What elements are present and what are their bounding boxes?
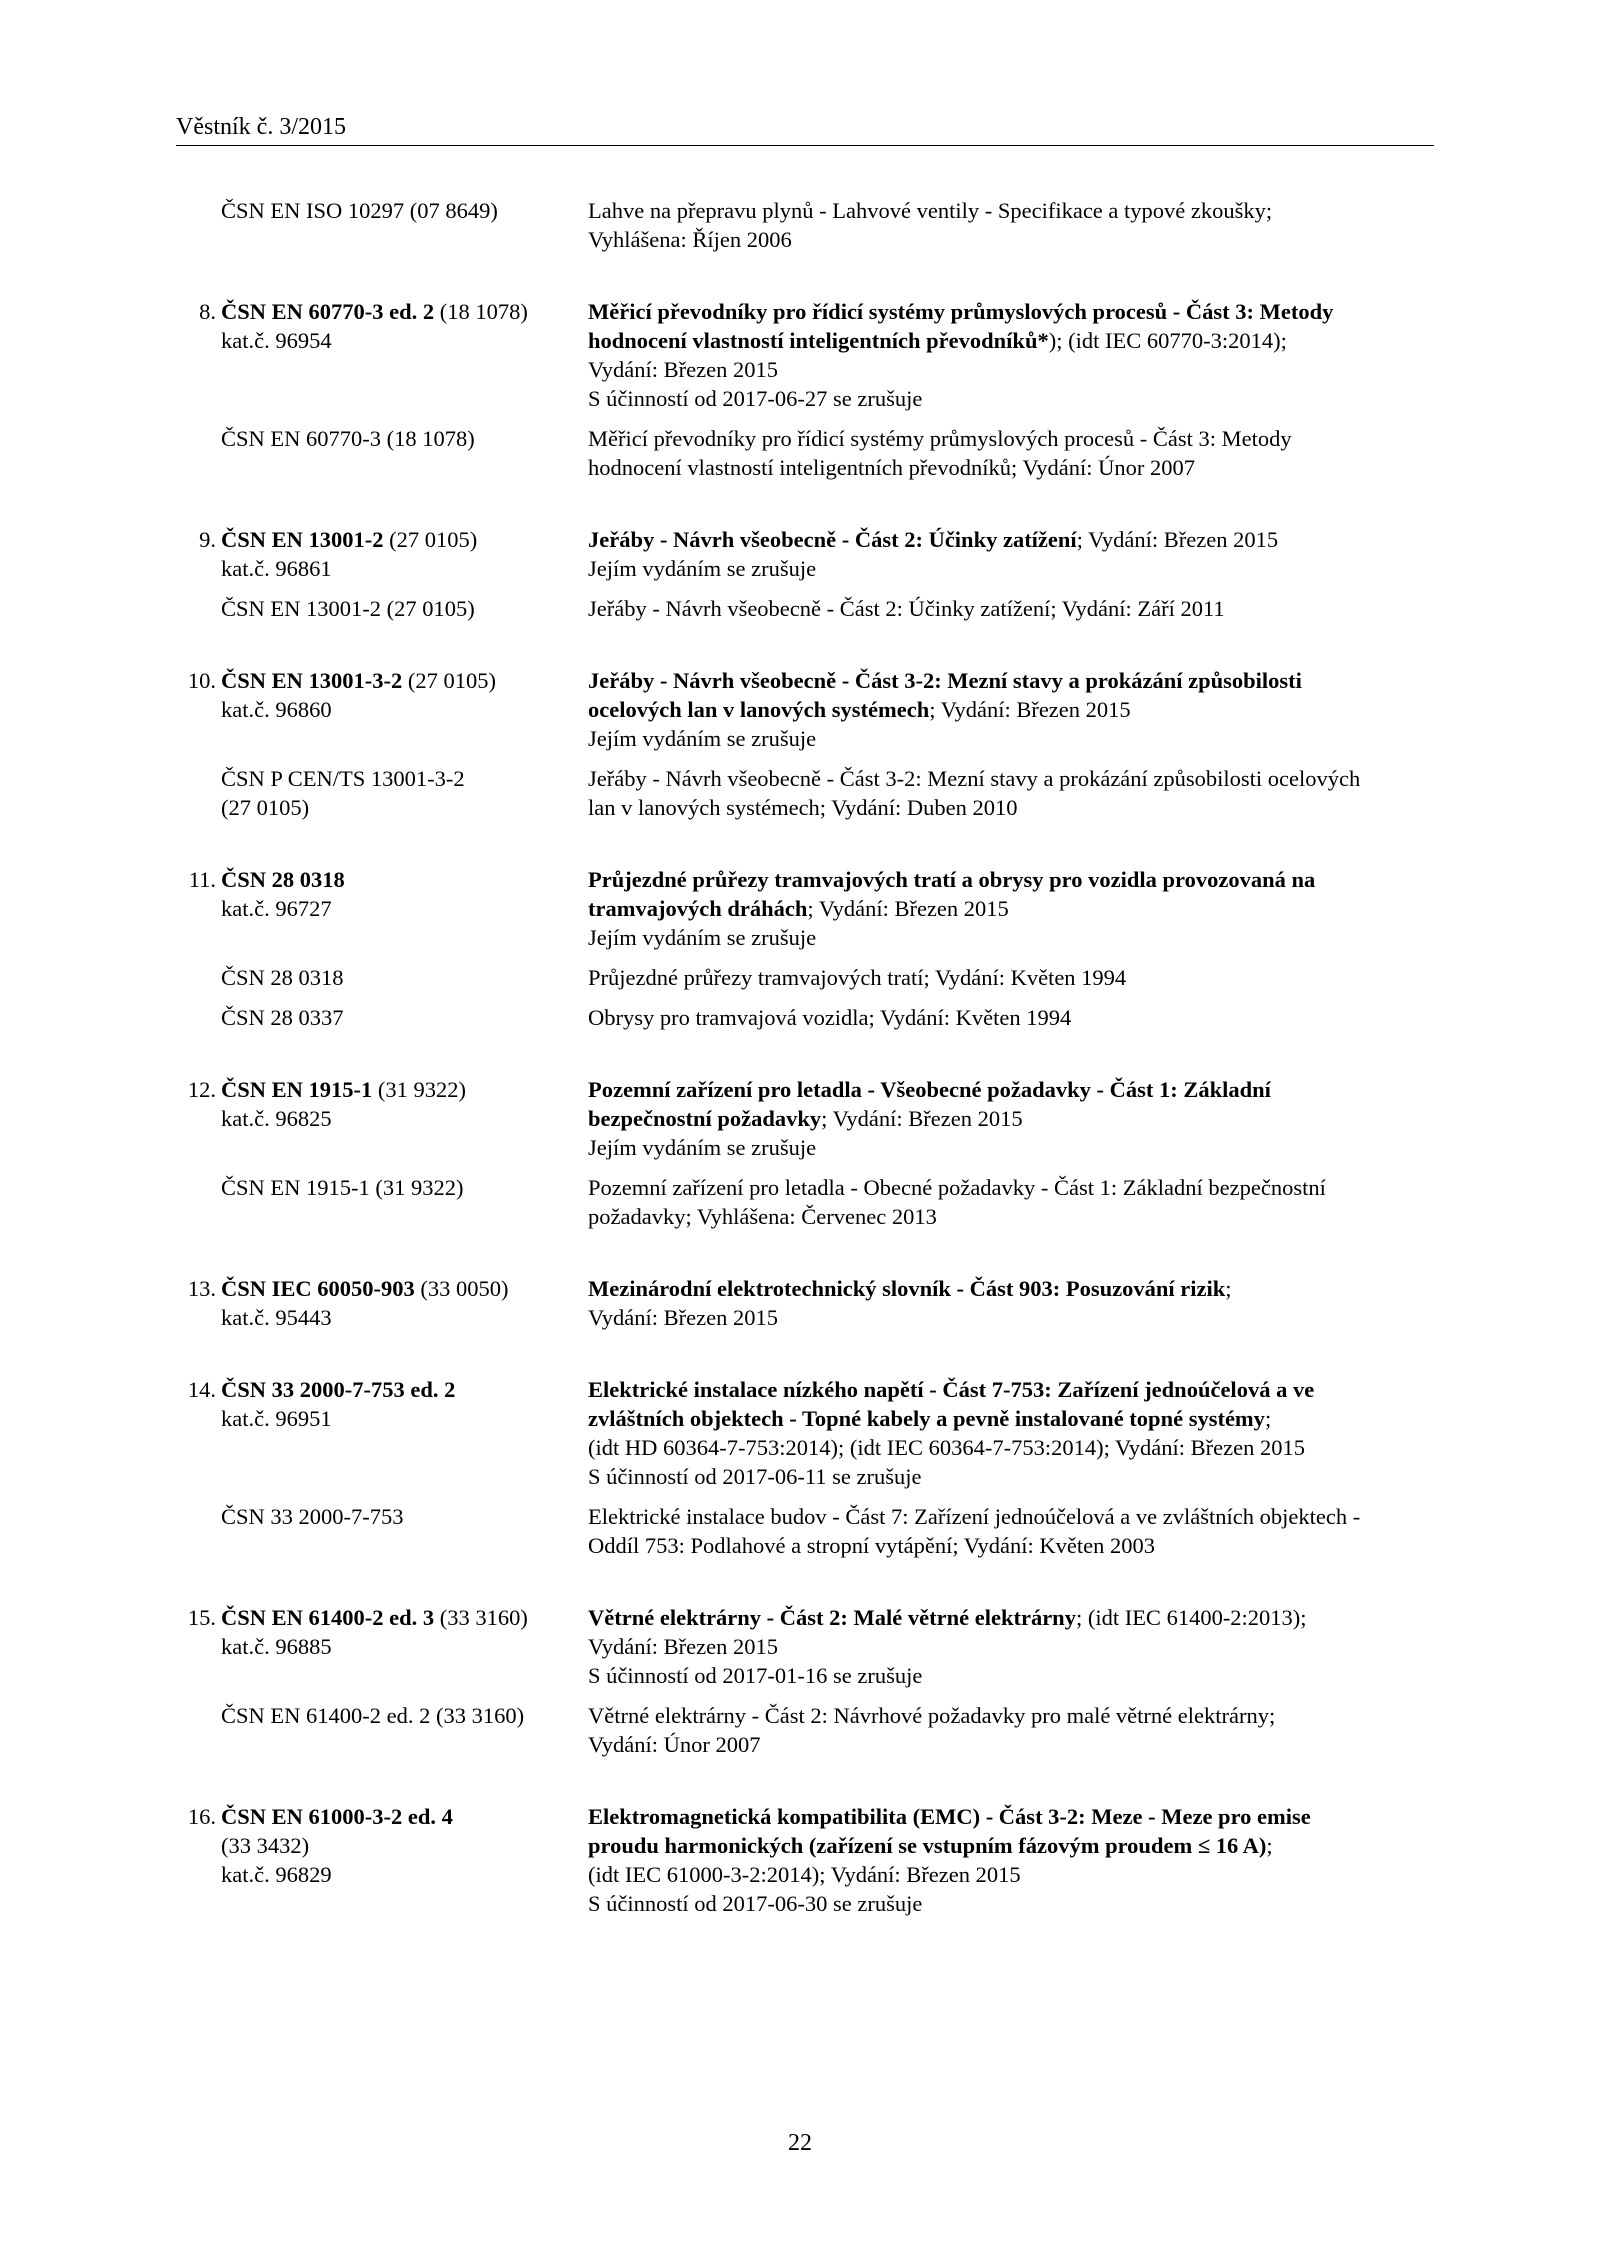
text-line [176,1802,588,1831]
entry-number: 14. [187,1377,216,1402]
new-standard-row [176,1274,1434,1332]
bold-text: tramvajových dráhách [588,896,808,921]
text-line [588,225,1434,254]
text-segment: (27 0105) [402,668,497,693]
text-segment: (33 3432) [221,1833,310,1858]
entry-number: 11. [188,867,216,892]
text-segment: požadavky; Vyhlášena: Červenec 2013 [588,1204,937,1229]
text-segment: Měřicí převodníky pro řídicí systémy průmyslových procesů - Část 3: Metody [588,426,1292,451]
text-segment: Vydání: Březen 2015 [588,1305,778,1330]
text-line [176,764,588,793]
text-line [176,424,588,453]
standard-title [588,1003,1434,1032]
standard-title [588,1375,1434,1491]
entry-number: 9. [199,527,216,552]
text-segment: ČSN EN ISO 10297 (07 8649) [221,198,498,223]
text-line [588,695,1434,724]
text-segment: kat.č. 96829 [221,1862,332,1887]
text-line [588,923,1434,952]
text-line [588,764,1434,793]
superseded-standard-row [176,594,1434,623]
text-segment: kat.č. 96951 [221,1406,332,1431]
text-line [588,1133,1434,1162]
standard-title [588,1603,1434,1690]
text-line [176,1303,588,1332]
standard-title [588,1075,1434,1162]
standard-entry [176,196,1434,254]
standard-entry [176,666,1434,822]
standard-title [588,963,1434,992]
standard-designation [176,525,588,583]
text-segment: Oddíl 753: Podlahové a stropní vytápění; Vydání: Květen 2003 [588,1533,1156,1558]
text-line [176,1375,588,1404]
bold-text: hodnocení vlastností inteligentních převodníků* [588,328,1049,353]
text-line [588,1730,1434,1759]
text-line [588,297,1434,326]
text-segment: kat.č. 96885 [221,1634,332,1659]
superseded-standard-row [176,424,1434,482]
new-standard-row [176,1375,1434,1491]
text-line [176,1701,588,1730]
bold-text: Elektromagnetická kompatibilita (EMC) - Část 3-2: Meze - Meze pro emise [588,1804,1311,1829]
text-segment: ; Vydání: Březen 2015 [929,697,1131,722]
text-segment: (33 3160) [434,1605,528,1630]
text-line [588,384,1434,413]
text-line [588,1889,1434,1918]
superseded-standard-row [176,963,1434,992]
text-segment: Vyhlášena: Říjen 2006 [588,227,792,252]
standard-title [588,1173,1434,1231]
bold-text: Jeřáby - Návrh všeobecně - Část 3-2: Mezní stavy a prokázání způsobilosti [588,668,1302,693]
text-segment: Obrysy pro tramvajová vozidla; Vydání: Květen 1994 [588,1005,1072,1030]
text-segment: ČSN EN 61400-2 ed. 2 (33 3160) [221,1703,525,1728]
text-segment: ČSN 28 0318 [221,965,344,990]
text-line [588,1831,1434,1860]
page-number: 22 [788,2130,812,2156]
standard-designation [176,1075,588,1162]
text-segment: S účinností od 2017-06-11 se zrušuje [588,1464,922,1489]
bold-text: ČSN EN 61000-3-2 ed. 4 [221,1804,453,1829]
text-segment: (idt IEC 61000-3-2:2014); Vydání: Březen 2015 [588,1862,1021,1887]
text-segment: (idt HD 60364-7-753:2014); (idt IEC 60364-7-753:2014); Vydání: Březen 2015 [588,1435,1305,1460]
entry-number: 16. [187,1804,216,1829]
new-standard-row [176,196,1434,254]
text-line [588,1003,1434,1032]
text-line [588,1860,1434,1889]
standard-entry [176,1802,1434,1918]
bold-text: Mezinárodní elektrotechnický slovník - Část 903: Posuzování rizik [588,1276,1226,1301]
text-segment: hodnocení vlastností inteligentních převodníků; Vydání: Únor 2007 [588,455,1196,480]
text-line [176,793,588,822]
standard-designation [176,594,588,623]
text-segment: Vydání: Únor 2007 [588,1732,761,1757]
text-segment: lan v lanových systémech; Vydání: Duben 2010 [588,795,1018,820]
text-line [176,963,588,992]
text-segment: Elektrické instalace budov - Část 7: Zařízení jednoúčelová a ve zvláštních objektech - [588,1504,1361,1529]
text-line [176,297,588,326]
standard-title [588,196,1434,254]
new-standard-row [176,297,1434,413]
text-line [588,326,1434,355]
standard-title [588,525,1434,583]
text-line [176,1632,588,1661]
text-line [588,1701,1434,1730]
text-segment: S účinností od 2017-06-30 se zrušuje [588,1891,923,1916]
text-line [588,666,1434,695]
text-segment: (33 0050) [414,1276,509,1301]
text-line [176,1860,588,1889]
text-segment: S účinností od 2017-06-27 se zrušuje [588,386,923,411]
standard-designation [176,963,588,992]
new-standard-row [176,865,1434,952]
bold-text: Jeřáby - Návrh všeobecně - Část 2: Účinky zatížení [588,527,1077,552]
bold-text: ČSN EN 1915-1 [221,1077,373,1102]
text-line [588,1632,1434,1661]
text-line [176,594,588,623]
text-segment: Vydání: Březen 2015 [588,357,778,382]
text-line [588,1502,1434,1531]
standards-list [176,196,1434,1961]
text-segment: ; [1264,1406,1272,1431]
standard-title [588,594,1434,623]
standard-designation [176,1802,588,1918]
text-line [176,1104,588,1133]
superseded-standard-row [176,1701,1434,1759]
text-segment: kat.č. 96861 [221,556,332,581]
standard-entry [176,865,1434,1032]
standard-title [588,666,1434,753]
superseded-standard-row [176,1173,1434,1231]
text-segment: kat.č. 96825 [221,1106,332,1131]
standard-entry [176,1274,1434,1332]
entry-number: 8. [199,299,216,324]
text-segment: ; [1266,1833,1273,1858]
text-line [588,525,1434,554]
entry-number: 10. [187,668,216,693]
text-line [176,894,588,923]
text-line [588,355,1434,384]
bold-text: bezpečnostní požadavky [588,1106,822,1131]
text-segment: Jejím vydáním se zrušuje [588,556,817,581]
bold-text: Průjezdné průřezy tramvajových tratí a obrysy pro vozidla provozovaná na [588,867,1316,892]
text-segment: (27 0105) [221,795,310,820]
text-line [176,1603,588,1632]
new-standard-row [176,525,1434,583]
text-segment: ČSN EN 13001-2 (27 0105) [221,596,475,621]
text-line [588,1202,1434,1231]
text-segment: kat.č. 96954 [221,328,332,353]
standard-entry [176,1075,1434,1231]
text-segment: ; Vydání: Březen 2015 [807,896,1009,921]
superseded-standard-row [176,1502,1434,1560]
standard-designation [176,1701,588,1759]
standard-entry [176,525,1434,623]
standard-designation [176,666,588,753]
standard-title [588,1802,1434,1918]
entry-number: 15. [187,1605,216,1630]
standard-title [588,424,1434,482]
text-line [588,1173,1434,1202]
text-line [588,594,1434,623]
standard-entry [176,1603,1434,1759]
text-segment: ); (idt IEC 60770-3:2014); [1048,328,1287,353]
entry-number: 12. [187,1077,216,1102]
text-line [176,196,588,225]
text-line [176,554,588,583]
text-segment: Jeřáby - Návrh všeobecně - Část 3-2: Mezní stavy a prokázání způsobilosti ocelových [588,766,1361,791]
text-segment: kat.č. 95443 [221,1305,332,1330]
text-line [176,1173,588,1202]
text-segment: Pozemní zařízení pro letadla - Obecné požadavky - Část 1: Základní bezpečnostní [588,1175,1326,1200]
text-line [588,1404,1434,1433]
new-standard-row [176,666,1434,753]
standard-entry [176,297,1434,482]
text-line [588,1462,1434,1491]
standard-designation [176,196,588,254]
text-segment: ČSN P CEN/TS 13001-3-2 [221,766,465,791]
standard-title [588,1502,1434,1560]
text-line [588,1802,1434,1831]
text-segment: ČSN 28 0337 [221,1005,344,1030]
text-line [588,1075,1434,1104]
text-line [176,666,588,695]
text-line [588,1433,1434,1462]
text-line [176,865,588,894]
text-segment: Větrné elektrárny - Část 2: Návrhové požadavky pro malé větrné elektrárny; [588,1703,1276,1728]
bold-text: ČSN 33 2000-7-753 ed. 2 [221,1377,456,1402]
text-line [176,1075,588,1104]
text-line [588,196,1434,225]
standard-title [588,865,1434,952]
text-line [588,1274,1434,1303]
entry-number: 13. [187,1276,216,1301]
text-line [176,525,588,554]
bold-text: Pozemní zařízení pro letadla - Všeobecné požadavky - Část 1: Základní [588,1077,1271,1102]
superseded-standard-row [176,764,1434,822]
standard-title [588,764,1434,822]
text-line [588,1375,1434,1404]
text-line [176,695,588,724]
standard-designation [176,1375,588,1491]
standard-designation [176,1173,588,1231]
text-line [588,724,1434,753]
text-segment: kat.č. 96727 [221,896,332,921]
standard-designation [176,424,588,482]
bold-text: ČSN IEC 60050-903 [221,1276,415,1301]
text-segment: S účinností od 2017-01-16 se zrušuje [588,1663,923,1688]
text-line [588,865,1434,894]
text-line [588,424,1434,453]
bold-text: zvláštních objektech - Topné kabely a pevně instalované topné systémy [588,1406,1265,1431]
text-segment: (31 9322) [372,1077,467,1102]
text-line [176,1831,588,1860]
text-segment: ČSN EN 60770-3 (18 1078) [221,426,475,451]
standard-designation [176,297,588,413]
text-segment: Vydání: Březen 2015 [588,1634,778,1659]
text-line [176,1003,588,1032]
bold-text: ocelových lan v lanových systémech [588,697,930,722]
standard-title [588,1701,1434,1759]
text-line [588,963,1434,992]
superseded-standard-row [176,1003,1434,1032]
text-segment: kat.č. 96860 [221,697,332,722]
text-segment: Lahve na přepravu plynů - Lahvové ventily - Specifikace a typové zkoušky; [588,198,1273,223]
text-line [176,1502,588,1531]
bold-text: Elektrické instalace nízkého napětí - Část 7-753: Zařízení jednoúčelová a ve [588,1377,1315,1402]
text-segment: Jejím vydáním se zrušuje [588,726,817,751]
bold-text: ČSN EN 13001-2 [221,527,384,552]
text-line [588,1661,1434,1690]
standard-designation [176,1603,588,1690]
text-line [176,326,588,355]
text-segment: Jeřáby - Návrh všeobecně - Část 2: Účinky zatížení; Vydání: Září 2011 [588,596,1225,621]
text-line [588,894,1434,923]
text-segment: (27 0105) [383,527,478,552]
text-segment: Jejím vydáním se zrušuje [588,1135,817,1160]
text-segment: ; [1225,1276,1232,1301]
standard-designation [176,1502,588,1560]
text-segment: ČSN 33 2000-7-753 [221,1504,404,1529]
bold-text: ČSN 28 0318 [221,867,345,892]
bold-text: Měřicí převodníky pro řídicí systémy průmyslových procesů - Část 3: Metody [588,299,1334,324]
bold-text: ČSN EN 13001-3-2 [221,668,403,693]
text-line [176,1274,588,1303]
standard-designation [176,764,588,822]
new-standard-row [176,1075,1434,1162]
standard-entry [176,1375,1434,1560]
standard-title [588,1274,1434,1332]
text-line [588,554,1434,583]
standard-designation [176,865,588,952]
text-segment: (18 1078) [434,299,528,324]
new-standard-row [176,1603,1434,1690]
new-standard-row [176,1802,1434,1918]
text-segment: ČSN EN 1915-1 (31 9322) [221,1175,464,1200]
text-segment: ; Vydání: Březen 2015 [1076,527,1279,552]
text-segment: ; Vydání: Březen 2015 [821,1106,1023,1131]
text-line [588,1603,1434,1632]
page-header-title: Věstník č. 3/2015 [176,114,346,140]
text-line [588,793,1434,822]
text-line [176,1404,588,1433]
bold-text: Větrné elektrárny - Část 2: Malé větrné elektrárny [588,1605,1076,1630]
header-rule [176,145,1434,146]
text-line [588,1104,1434,1133]
text-segment: Průjezdné průřezy tramvajových tratí; Vydání: Květen 1994 [588,965,1127,990]
bold-text: ČSN EN 61400-2 ed. 3 [221,1605,435,1630]
standard-designation [176,1274,588,1332]
text-line [588,1531,1434,1560]
standard-title [588,297,1434,413]
bold-text: ČSN EN 60770-3 ed. 2 [221,299,435,324]
standard-designation [176,1003,588,1032]
bold-text: proudu harmonických (zařízení se vstupním fázovým proudem ≤ 16 A) [588,1833,1267,1858]
text-line [588,453,1434,482]
text-line [588,1303,1434,1332]
text-segment: Jejím vydáním se zrušuje [588,925,817,950]
text-segment: ; (idt IEC 61400-2:2013); [1075,1605,1307,1630]
